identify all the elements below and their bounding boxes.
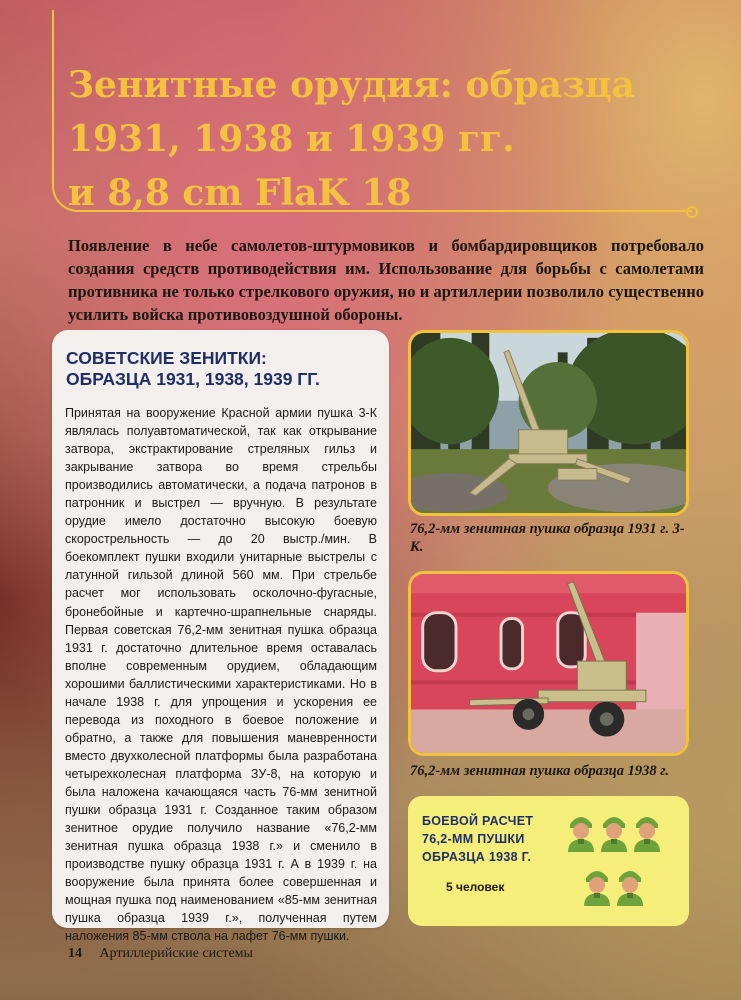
text-card (52, 330, 389, 944)
section-heading-line: ОБРАЗЦА 1931, 1938, 1939 ГГ. (66, 369, 320, 389)
soldier-icon (613, 862, 647, 906)
crew-title-line: ОБРАЗЦА 1938 Г. (422, 850, 532, 864)
page-number: 14 (68, 946, 82, 961)
photo-gun-1938 (408, 571, 689, 756)
section-body: Принятая на вооружение Красной армии пушка 3-К являлась полуавтоматической, так как открывание затвора, экстрактирование стреляных гильз и закрывание затвора во время стрельбы производились автоматически, а подача патронов в патронник и выстрел — вручную. В результате орудие имело достаточно высокую боевую скорострельность — до 20 выстр./мин. В боекомплект пушки входили унитарные выстрелы с латунной гильзой длиной 560 мм. При стрельбе расчет мог использовать осколочно-фугасные, бронебойные и картечно-шрапнельные снаряды. Первая советская 76,2-мм зенитная пушка образца 1931 г. достаточно длительное время оставалась вполне современным орудием, обладающим хорошими баллистическими характеристиками. Но в начале 1938 г. для упрощения и ускорения ее перевода из походного в боевое положение и обратно, а также для повышения маневренности вместо двухколесной платформы была разработана четырехколесная платформа ЗУ-8, на которую и была наложена качающаяся часть 76-мм зенитной пушки образца 1931 г. Созданное таким образом зенитное орудие получило название «76,2-мм зенитная пушка образца 1938 г.» и сменило в производстве пушку образца 1931 г. А в 1939 г. на вооружение была принята более совершенная и мощная пушка под наименованием «85-мм зенитная пушка образца 1939 г.», полученная путем наложения 85-мм ствола на лафет 76-мм пушки. (65, 406, 377, 944)
title-line: Зенитные орудия: образца (68, 64, 635, 106)
crew-title (422, 812, 562, 866)
soldier-icon (580, 862, 614, 906)
crew-box (408, 796, 689, 926)
page-footer (68, 946, 253, 962)
crew-title-line: 76,2-ММ ПУШКИ (422, 832, 525, 846)
page-title (68, 58, 708, 220)
intro-paragraph: Появление в небе самолетов-штурмовиков и бомбардировщиков потребовало создания средств противодействия им. Использование для борьбы с самолетами противника не только стрелкового оружия, но и артиллерии позволило существенно усилить войска противовоздушной обороны. (68, 236, 704, 324)
photo-gun-1938-image (411, 574, 686, 753)
soldier-icon (630, 808, 664, 852)
section-heading (66, 348, 376, 390)
soldier-icon (564, 808, 598, 852)
crew-count: 5 человек (446, 880, 505, 894)
crew-title-line: БОЕВОЙ РАСЧЕТ (422, 814, 534, 828)
footer-section-name: Артиллерийские системы (99, 946, 253, 961)
section-heading-line: СОВЕТСКИЕ ЗЕНИТКИ: (66, 348, 267, 368)
photo-gun-1931 (408, 330, 689, 516)
photo-gun-1931-image (411, 333, 686, 513)
title-line: и 8,8 cm FlaK 18 (68, 172, 412, 214)
soldier-icon (597, 808, 631, 852)
photo-caption: 76,2-мм зенитная пушка образца 1931 г. 3-К. (410, 521, 685, 555)
title-line: 1931, 1938 и 1939 гг. (68, 118, 515, 160)
photo-caption: 76,2-мм зенитная пушка образца 1938 г. (410, 763, 670, 779)
